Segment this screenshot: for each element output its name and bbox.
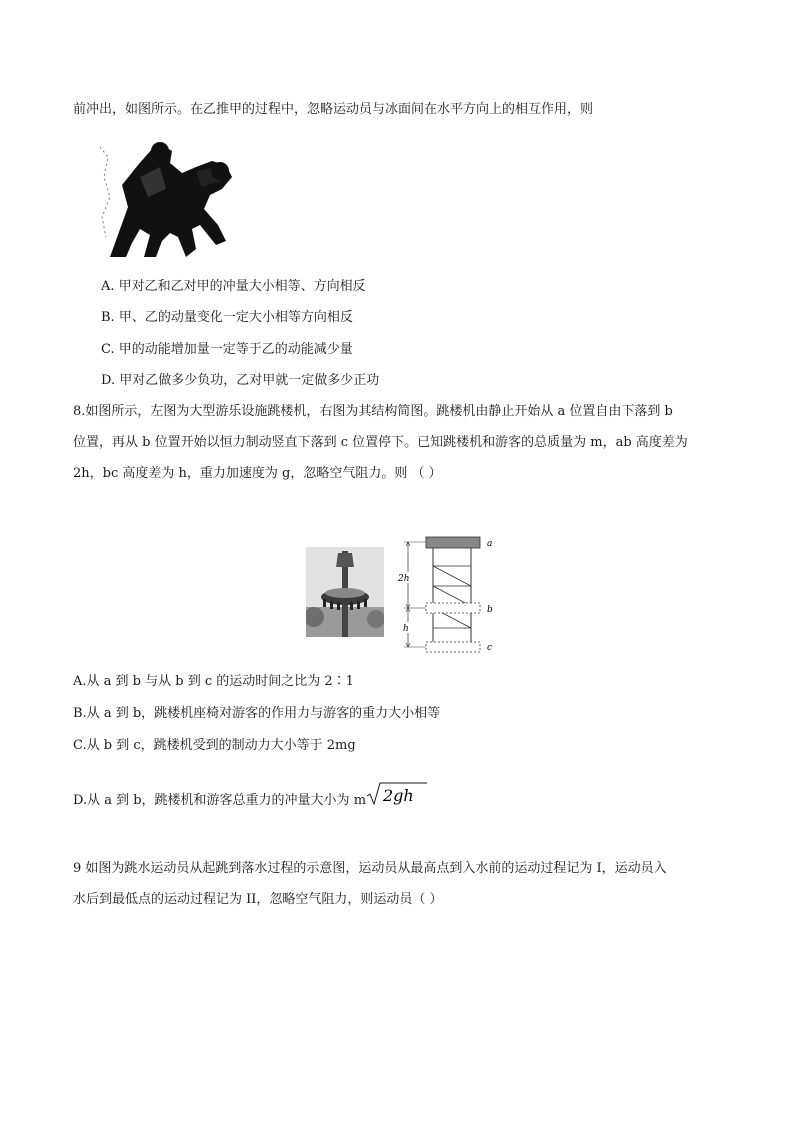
q7-option-b: B. 甲、乙的动量变化一定大小相等方向相反	[101, 310, 353, 325]
q8-stem-line-2: 位置，再从 b 位置开始以恒力制动竖直下落到 c 位置停下。已知跳楼机和游客的总质量为 m，ab 高度差为	[73, 435, 688, 450]
q8-option-d-text: D.从 a 到 b，跳楼机和游客总重力的冲量大小为 m	[73, 793, 367, 808]
q8-option-b: B.从 a 到 b，跳楼机座椅对游客的作用力与游客的重力大小相等	[73, 706, 441, 721]
label-a: a	[487, 539, 493, 549]
q8-option-d	[73, 784, 428, 817]
label-h: h	[403, 624, 409, 634]
label-2h: 2h	[398, 574, 410, 584]
q8-stem-line-3: 2h，bc 高度差为 h，重力加速度为 g，忽略空气阻力。则 （ ）	[73, 466, 442, 481]
q9-stem-line-2: 水后到最低点的运动过程记为 II，忽略空气阻力，则运动员（ ）	[73, 892, 443, 907]
q9-stem-line-1: 9 如图为跳水运动员从起跳到落水过程的示意图，运动员从最高点到入水前的运动过程记为 I，运动员入	[73, 861, 667, 876]
q8-stem-line-1: 8.如图所示，左图为大型游乐设施跳楼机，右图为其结构简图。跳楼机由静止开始从 a 位置自由下落到 b	[73, 404, 673, 419]
q7-option-d: D. 甲对乙做多少负功，乙对甲就一定做多少正功	[101, 373, 380, 388]
q7-option-a: A. 甲对乙和乙对甲的冲量大小相等、方向相反	[101, 279, 366, 294]
intro-text: 前冲出，如图所示。在乙推甲的过程中，忽略运动员与冰面间在水平方向上的相互作用，则	[73, 102, 594, 117]
q7-option-c: C. 甲的动能增加量一定等于乙的动能减少量	[101, 342, 353, 357]
q8-option-c: C.从 b 到 c，跳楼机受到的制动力大小等于 2mg	[73, 738, 356, 753]
label-c: c	[487, 643, 493, 653]
drop-tower-photo	[306, 547, 384, 637]
skaters-image	[100, 137, 240, 259]
drop-tower-diagram	[392, 532, 507, 654]
label-b: b	[487, 605, 493, 615]
sqrt-formula	[366, 781, 428, 814]
sqrt-radicand: 2gh	[383, 786, 414, 805]
q8-option-a: A.从 a 到 b 与从 b 到 c 的运动时间之比为 2∶1	[73, 674, 354, 689]
